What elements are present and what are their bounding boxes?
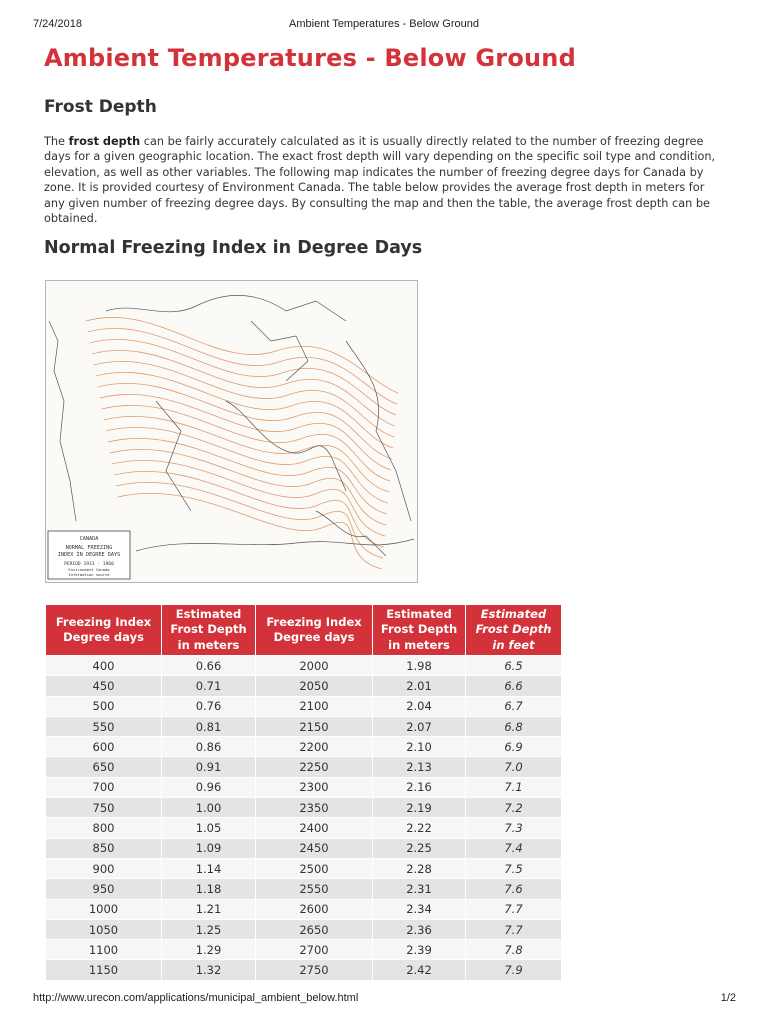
header-freezing-index: Freezing Index Degree days xyxy=(256,605,373,656)
table-cell: 2.07 xyxy=(373,716,466,736)
table-row xyxy=(46,899,562,919)
table-cell: 1150 xyxy=(46,960,162,980)
table-cell: 0.66 xyxy=(162,656,256,676)
table-cell: 750 xyxy=(46,798,162,818)
table-cell: 450 xyxy=(46,676,162,696)
table-cell: 2600 xyxy=(256,899,373,919)
table-cell: 900 xyxy=(46,858,162,878)
table-row xyxy=(46,656,562,676)
table-cell: 800 xyxy=(46,818,162,838)
table-cell: 7.1 xyxy=(466,777,562,797)
contour-line xyxy=(86,317,398,393)
table-cell: 2000 xyxy=(256,656,373,676)
table-row xyxy=(46,757,562,777)
table-cell: 2300 xyxy=(256,777,373,797)
table-cell: 7.5 xyxy=(466,858,562,878)
contour-line xyxy=(118,493,382,569)
table-cell: 7.7 xyxy=(466,919,562,939)
map-image xyxy=(46,281,417,582)
map-legend-line: NORMAL FREEZING xyxy=(65,545,113,551)
table-cell: 400 xyxy=(46,656,162,676)
table-cell: 7.2 xyxy=(466,798,562,818)
coastline xyxy=(136,539,414,551)
table-cell: 2.34 xyxy=(373,899,466,919)
table-cell: 2100 xyxy=(256,696,373,716)
table-cell: 2350 xyxy=(256,798,373,818)
section-title: Frost Depth xyxy=(44,97,157,117)
table-row xyxy=(46,838,562,858)
map-legend-line: INDEX IN DEGREE DAYS xyxy=(57,552,121,558)
table-cell: 2650 xyxy=(256,919,373,939)
map-legend-line: Information source xyxy=(68,572,110,577)
table-cell: 1.14 xyxy=(162,858,256,878)
table-cell: 2200 xyxy=(256,737,373,757)
table-cell: 0.81 xyxy=(162,716,256,736)
table-cell: 0.86 xyxy=(162,737,256,757)
table-row xyxy=(46,879,562,899)
header-frost-depth-m: Estimated Frost Depth in meters xyxy=(162,605,256,656)
table-row xyxy=(46,919,562,939)
map-legend xyxy=(48,531,130,579)
table-cell: 2.16 xyxy=(373,777,466,797)
contour-line xyxy=(90,339,396,415)
print-header xyxy=(0,18,768,32)
table-cell: 2250 xyxy=(256,757,373,777)
table-cell: 7.4 xyxy=(466,838,562,858)
table-row xyxy=(46,777,562,797)
table-cell: 7.3 xyxy=(466,818,562,838)
print-title: Ambient Temperatures - Below Ground xyxy=(289,18,479,30)
table-cell: 7.6 xyxy=(466,879,562,899)
table-cell: 1.32 xyxy=(162,960,256,980)
table-cell: 2.28 xyxy=(373,858,466,878)
table-row xyxy=(46,798,562,818)
table-cell: 6.5 xyxy=(466,656,562,676)
table-row xyxy=(46,676,562,696)
freezing-index-map xyxy=(45,280,418,583)
page-title: Ambient Temperatures - Below Ground xyxy=(44,44,576,72)
header-freezing-index: Freezing Index Degree days xyxy=(46,605,162,656)
table-row xyxy=(46,960,562,980)
table-row xyxy=(46,696,562,716)
table-cell: 600 xyxy=(46,737,162,757)
intro-rest: can be fairly accurately calculated as it is usually directly related to the number of freezing degree days for a given geographic location. The exact frost depth will vary depending on the specific soil type and condition, elevation, as well as other variables. The following map indicates the number of freezing degree days for Canada by zone. It is provided courtesy of Environment Canada. The table below provides the average frost depth in meters for any given number of freezing degree days. By consulting the map and then the table, the average frost depth can be obtained. xyxy=(44,135,716,226)
table-cell: 2.25 xyxy=(373,838,466,858)
table-row xyxy=(46,858,562,878)
table-cell: 2.01 xyxy=(373,676,466,696)
table-cell: 1.00 xyxy=(162,798,256,818)
table-cell: 850 xyxy=(46,838,162,858)
table-cell: 2500 xyxy=(256,858,373,878)
table-cell: 2450 xyxy=(256,838,373,858)
table-row xyxy=(46,737,562,757)
table-cell: 1000 xyxy=(46,899,162,919)
table-cell: 6.6 xyxy=(466,676,562,696)
footer-url: http://www.urecon.com/applications/municipal_ambient_below.html xyxy=(33,992,359,1004)
table-cell: 2.13 xyxy=(373,757,466,777)
coastline xyxy=(346,341,411,521)
table-cell: 2.42 xyxy=(373,960,466,980)
table-cell: 1100 xyxy=(46,940,162,960)
header-frost-depth-m: Estimated Frost Depth in meters xyxy=(373,605,466,656)
table-cell: 2.36 xyxy=(373,919,466,939)
table-cell: 6.8 xyxy=(466,716,562,736)
table-cell: 0.91 xyxy=(162,757,256,777)
table-cell: 6.9 xyxy=(466,737,562,757)
footer-page-number: 1/2 xyxy=(720,992,736,1004)
table-cell: 2.39 xyxy=(373,940,466,960)
table-cell: 7.7 xyxy=(466,899,562,919)
table-cell: 2.22 xyxy=(373,818,466,838)
table-cell: 700 xyxy=(46,777,162,797)
table-cell: 2.10 xyxy=(373,737,466,757)
table-cell: 2550 xyxy=(256,879,373,899)
map-legend-line: Environment Canada xyxy=(68,567,110,572)
table-cell: 0.71 xyxy=(162,676,256,696)
intro-prefix: The xyxy=(44,135,69,148)
table-cell: 2400 xyxy=(256,818,373,838)
table-cell: 650 xyxy=(46,757,162,777)
table-cell: 6.7 xyxy=(466,696,562,716)
table-cell: 7.0 xyxy=(466,757,562,777)
table-body xyxy=(46,656,562,981)
table-cell: 1.21 xyxy=(162,899,256,919)
print-footer xyxy=(0,992,768,1006)
table-cell: 2150 xyxy=(256,716,373,736)
table-cell: 1.18 xyxy=(162,879,256,899)
table-cell: 1.25 xyxy=(162,919,256,939)
table-cell: 0.76 xyxy=(162,696,256,716)
table-header-row xyxy=(46,605,562,656)
intro-bold-term: frost depth xyxy=(68,135,141,148)
table-cell: 2750 xyxy=(256,960,373,980)
table-cell: 1050 xyxy=(46,919,162,939)
coastline xyxy=(49,321,76,521)
table-cell: 2.19 xyxy=(373,798,466,818)
table-cell: 1.98 xyxy=(373,656,466,676)
header-frost-depth-ft: Estimated Frost Depth in feet xyxy=(466,605,562,656)
contour-line xyxy=(88,328,397,404)
frost-depth-table xyxy=(45,604,562,981)
print-date: 7/24/2018 xyxy=(33,18,82,30)
table-cell: 550 xyxy=(46,716,162,736)
table-cell: 2.31 xyxy=(373,879,466,899)
coastline xyxy=(106,295,346,321)
table-cell: 950 xyxy=(46,879,162,899)
table-cell: 7.8 xyxy=(466,940,562,960)
table-cell: 2.04 xyxy=(373,696,466,716)
table-row xyxy=(46,716,562,736)
map-legend-line: PERIOD 1931 - 1960 xyxy=(64,562,114,567)
table-cell: 1.09 xyxy=(162,838,256,858)
table-row xyxy=(46,818,562,838)
table-cell: 7.9 xyxy=(466,960,562,980)
table-cell: 500 xyxy=(46,696,162,716)
intro-paragraph xyxy=(44,134,724,226)
table-cell: 2700 xyxy=(256,940,373,960)
table-cell: 1.29 xyxy=(162,940,256,960)
table-cell: 1.05 xyxy=(162,818,256,838)
table-row xyxy=(46,940,562,960)
map-legend-line: CANADA xyxy=(79,536,99,542)
coastline xyxy=(251,321,308,381)
table-cell: 2050 xyxy=(256,676,373,696)
table-cell: 0.96 xyxy=(162,777,256,797)
map-title: Normal Freezing Index in Degree Days xyxy=(44,238,423,258)
